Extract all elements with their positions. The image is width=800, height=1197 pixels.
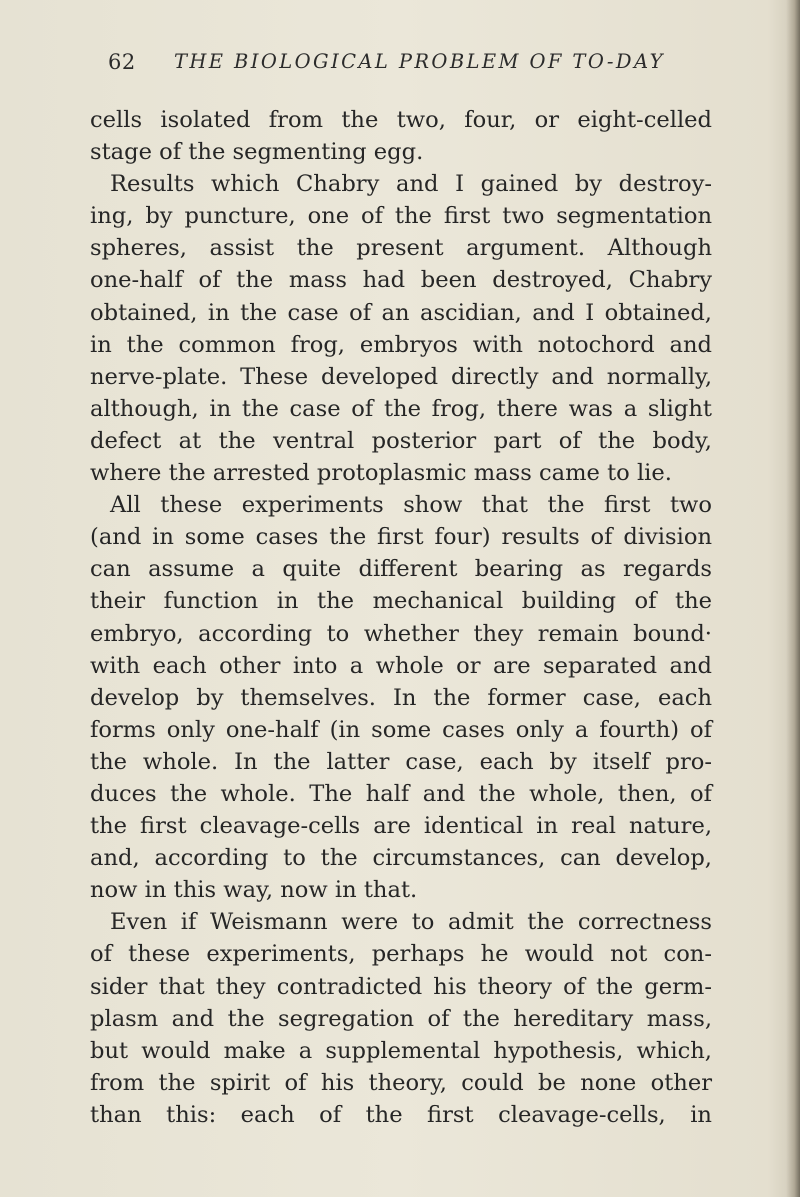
- text-line: sider that they contradicted his theory of the germ-: [90, 973, 712, 1000]
- text-line: develop by themselves. In the former case, each: [90, 684, 712, 711]
- body-text: [90, 104, 712, 1131]
- text-line: but would make a supplemental hypothesis, which,: [90, 1037, 712, 1064]
- text-line: the first cleavage-cells are identical in real nature,: [90, 813, 712, 840]
- text-line: with each other into a whole or are separated and: [90, 652, 712, 679]
- text-line: All these experiments show that the first two: [110, 492, 712, 519]
- text-line: plasm and the segregation of the hereditary mass,: [90, 1005, 712, 1032]
- text-line: than this: each of the first cleavage-cells, in: [90, 1101, 712, 1128]
- text-line: the whole. In the latter case, each by itself pro-: [90, 748, 712, 775]
- text-line: forms only one-half (in some cases only a fourth) of: [90, 716, 712, 743]
- text-line: ing, by puncture, one of the first two segmentation: [90, 203, 712, 230]
- text-line: Even if Weismann were to admit the correctness: [110, 909, 712, 936]
- text-line: stage of the segmenting egg.: [90, 139, 424, 166]
- text-line: now in this way, now in that.: [90, 877, 418, 904]
- text-line: duces the whole. The half and the whole, then, of: [90, 780, 712, 807]
- text-line: nerve-plate. These developed directly and normally,: [90, 363, 712, 390]
- text-line: although, in the case of the frog, there was a slight: [90, 395, 712, 422]
- text-line: where the arrested protoplasmic mass came to lie.: [90, 460, 672, 487]
- text-line: obtained, in the case of an ascidian, and I obtained,: [90, 299, 712, 326]
- text-line: from the spirit of his theory, could be none other: [90, 1069, 712, 1096]
- text-line: can assume a quite different bearing as regards: [90, 556, 712, 583]
- text-line: one-half of the mass had been destroyed, Chabry: [90, 267, 712, 294]
- running-title: THE BIOLOGICAL PROBLEM OF TO-DAY: [174, 50, 665, 73]
- text-line: (and in some cases the first four) results of division: [90, 524, 712, 551]
- page-number: 62: [108, 50, 136, 74]
- text-line: spheres, assist the present argument. Although: [90, 235, 712, 262]
- text-line: defect at the ventral posterior part of the body,: [90, 427, 712, 454]
- text-line: of these experiments, perhaps he would not con-: [90, 941, 712, 968]
- text-line: their function in the mechanical building of the: [90, 588, 712, 615]
- text-line: Results which Chabry and I gained by destroy-: [110, 171, 712, 198]
- page-header: [108, 50, 714, 86]
- text-line: cells isolated from the two, four, or eight-celled: [90, 107, 712, 133]
- page-edge-shadow: [786, 0, 800, 1197]
- text-line: in the common frog, embryos with notochord and: [90, 331, 712, 358]
- text-line: embryo, according to whether they remain bound·: [90, 620, 712, 647]
- text-line: and, according to the circumstances, can develop,: [90, 845, 712, 872]
